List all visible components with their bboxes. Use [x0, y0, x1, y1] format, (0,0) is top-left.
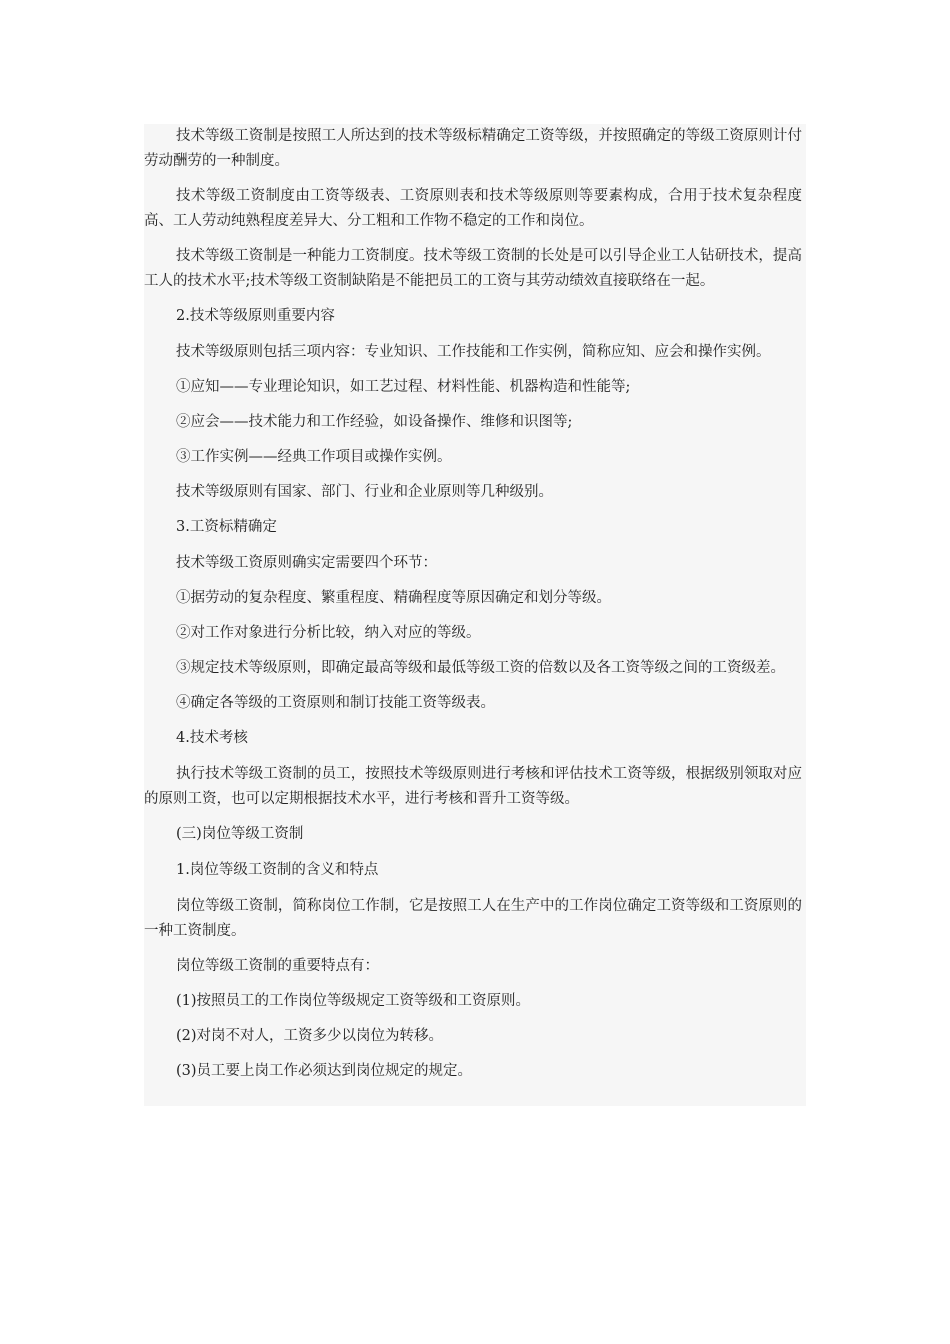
section-heading: 3.工资标精确定 — [176, 519, 277, 535]
list-item: (3)员工要上岗工作必须达到岗位规定的规定。 — [176, 1063, 473, 1079]
paragraph: 技术等级原则有国家、部门、行业和企业原则等几种级别。 — [176, 484, 553, 500]
paragraph: 技术等级原则包括三项内容：专业知识、工作技能和工作实例，简称应知、应会和操作实例。 — [176, 344, 771, 360]
paragraph: 技术等级工资原则确实定需要四个环节： — [176, 555, 437, 571]
section-heading: 2.技术等级原则重要内容 — [176, 308, 335, 324]
section-heading: 4.技术考核 — [176, 730, 248, 746]
list-item: ①应知——专业理论知识，如工艺过程、材料性能、机器构造和性能等; — [176, 379, 631, 395]
paragraph: 技术等级工资制是一种能力工资制度。技术等级工资制的长处是可以引导企业工人钻研技术，提高工人的技术水平;技术等级工资制缺陷是不能把员工的工资与其劳动绩效直接联络在一起。 — [144, 248, 802, 289]
list-item: ③规定技术等级原则，即确定最高等级和最低等级工资的倍数以及各工资等级之间的工资级差。 — [176, 660, 785, 676]
paragraph: 技术等级工资制度由工资等级表、工资原则表和技术等级原则等要素构成，合用于技术复杂程度高、工人劳动纯熟程度差异大、分工粗和工作物不稳定的工作和岗位。 — [144, 188, 802, 229]
list-item: ②应会——技术能力和工作经验，如设备操作、维修和识图等; — [176, 414, 573, 430]
paragraph: 技术等级工资制是按照工人所达到的技术等级标精确定工资等级，并按照确定的等级工资原则计付劳动酬劳的一种制度。 — [144, 128, 802, 169]
document-body — [144, 124, 806, 1106]
list-item: ④确定各等级的工资原则和制订技能工资等级表。 — [176, 695, 495, 711]
section-heading: 1.岗位等级工资制的含义和特点 — [176, 862, 379, 878]
list-item: ②对工作对象进行分析比较，纳入对应的等级。 — [176, 625, 481, 641]
paragraph: 岗位等级工资制，简称岗位工作制，它是按照工人在生产中的工作岗位确定工资等级和工资原则的一种工资制度。 — [144, 898, 802, 939]
list-item: (1)按照员工的工作岗位等级规定工资等级和工资原则。 — [176, 993, 531, 1009]
list-item: ①据劳动的复杂程度、繁重程度、精确程度等原因确定和划分等级。 — [176, 590, 611, 606]
paragraph: 执行技术等级工资制的员工，按照技术等级原则进行考核和评估技术工资等级，根据级别领取对应的原则工资，也可以定期根据技术水平，进行考核和晋升工资等级。 — [144, 766, 802, 807]
list-item: (2)对岗不对人，工资多少以岗位为转移。 — [176, 1028, 444, 1044]
paragraph: 岗位等级工资制的重要特点有： — [176, 958, 379, 974]
section-heading: (三)岗位等级工资制 — [176, 826, 304, 842]
list-item: ③工作实例——经典工作项目或操作实例。 — [176, 449, 452, 465]
